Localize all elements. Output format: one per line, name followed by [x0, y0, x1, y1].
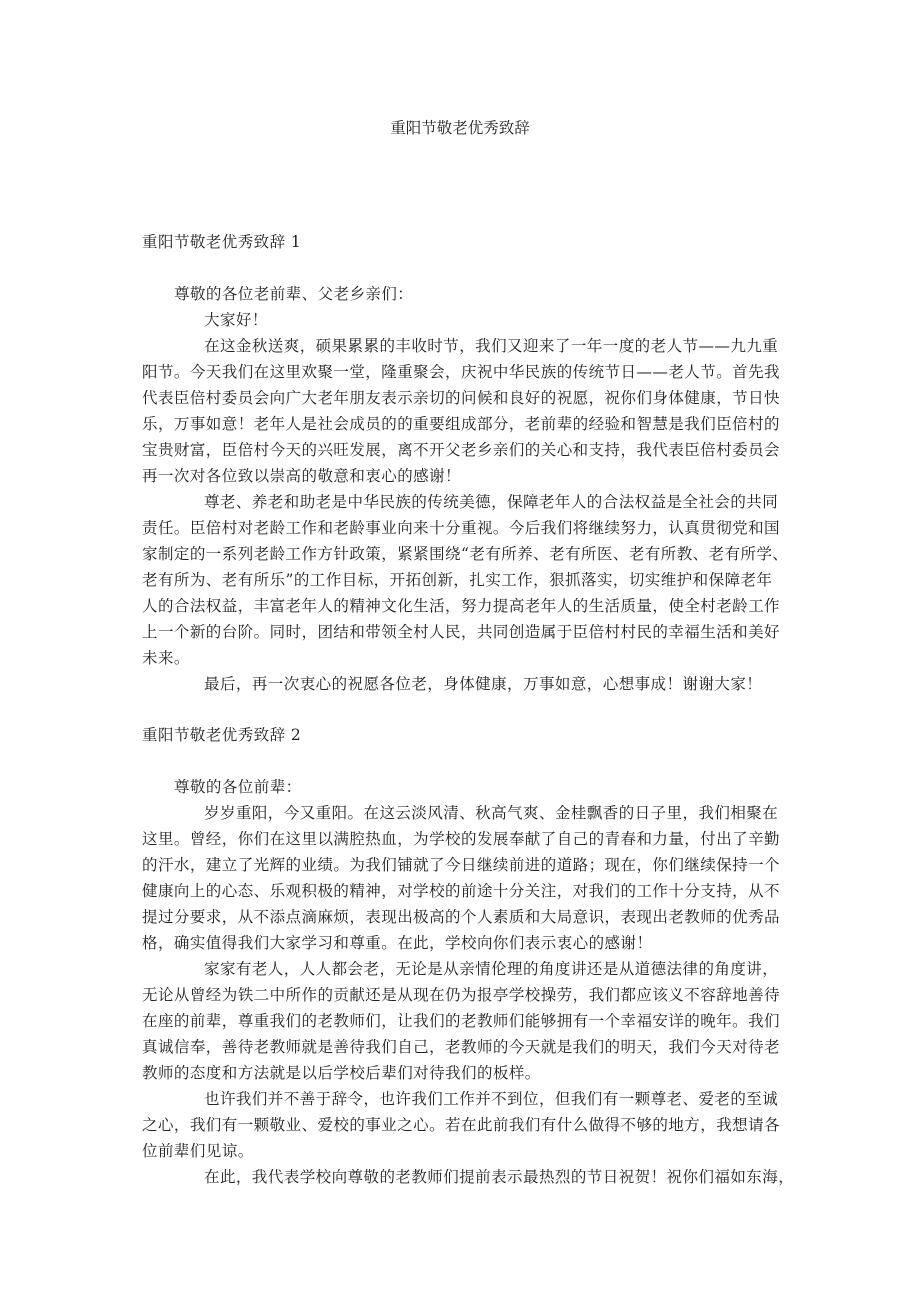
paragraph-line: 位前辈们见谅。 [142, 1142, 254, 1160]
paragraph-line: 乐，万事如意！老年人是社会成员的的重要组成部分，老前辈的经验和智慧是我们臣倍村的 [142, 415, 781, 433]
paragraph-line: 这里。曾经，你们在这里以满腔热血，为学校的发展奉献了自己的青春和力量，付出了辛勤 [142, 830, 781, 848]
paragraph-line: 在此，我代表学校向尊敬的老教师们提前表示最热烈的节日祝贺！祝你们福如东海， [204, 1168, 795, 1186]
paragraph-line: 家家有老人，人人都会老，无论是从亲情伦理的角度讲还是从道德法律的角度讲， [204, 960, 779, 978]
paragraph-line: 人的合法权益，丰富老年人的精神文化生活，努力提高老年人的生活质量，使全村老龄工作 [142, 597, 781, 615]
paragraph-line: 大家好！ [204, 311, 268, 329]
paragraph-line: 在这金秋送爽，硕果累累的丰收时节，我们又迎来了一年一度的老人节——九九重 [204, 337, 779, 355]
paragraph-line: 提过分要求，从不添点滴麻烦，表现出极高的个人素质和大局意识，表现出老教师的优秀品 [142, 908, 781, 926]
paragraph-line: 真诚信奉，善待老教师就是善待我们自己，老教师的今天就是我们的明天，我们今天对待老 [142, 1038, 781, 1056]
paragraph-line: 的汗水，建立了光辉的业绩。为我们铺就了今日继续前进的道路；现在，你们继续保持一个 [142, 856, 781, 874]
paragraph-line: 在座的前辈，尊重我们的老教师们，让我们的老教师们能够拥有一个幸福安详的晚年。我们 [142, 1012, 781, 1030]
paragraph-line: 上一个新的台阶。同时，团结和带领全村人民，共同创造属于臣倍村村民的幸福生活和美好 [142, 623, 781, 641]
paragraph-line: 未来。 [142, 649, 190, 667]
salutation: 尊敬的各位老前辈、父老乡亲们： [174, 285, 414, 303]
paragraph-line: 之心，我们有一颗敬业、爱校的事业之心。若在此前我们有什么做得不够的地方，我想请各 [142, 1116, 781, 1134]
paragraph-line: 尊老、养老和助老是中华民族的传统美德，保障老年人的合法权益是全社会的共同 [204, 493, 779, 511]
paragraph-line: 宝贵财富，臣倍村今天的兴旺发展，离不开父老乡亲们的关心和支持，我代表臣倍村委员会 [142, 441, 781, 459]
section-1 [142, 229, 797, 697]
paragraph-line: 最后，再一次衷心的祝愿各位老，身体健康，万事如意，心想事成！谢谢大家！ [204, 675, 763, 693]
salutation: 尊敬的各位前辈： [174, 778, 302, 796]
document-title: 重阳节敬老优秀致辞 [390, 119, 530, 137]
paragraph-line: 阳节。今天我们在这里欢聚一堂，隆重聚会，庆祝中华民族的传统节日——老人节。首先我 [142, 363, 781, 381]
paragraph-line: 老有所为、老有所乐”的工作目标，开拓创新，扎实工作，狠抓落实，切实维护和保障老年 [142, 571, 773, 589]
paragraph-line: 岁岁重阳，今又重阳。在这云淡风清、秋高气爽、金桂飘香的日子里，我们相聚在 [204, 804, 779, 822]
paragraph-line: 责任。臣倍村对老龄工作和老龄事业向来十分重视。今后我们将继续努力，认真贯彻党和国 [142, 519, 781, 537]
paragraph-line: 格，确实值得我们大家学习和尊重。在此，学校向你们表示衷心的感谢！ [142, 934, 653, 952]
paragraph-line: 无论从曾经为铁二中所作的贡献还是从现在仍为报亭学校操劳，我们都应该义不容辞地善待 [142, 986, 781, 1004]
section-heading: 重阳节敬老优秀致辞 2 [142, 726, 302, 744]
paragraph-line: 健康向上的心态、乐观积极的精神，对学校的前途十分关注，对我们的工作十分支持，从不 [142, 882, 781, 900]
section-2 [142, 722, 797, 1190]
paragraph-line: 教师的态度和方法就是以后学校后辈们对待我们的板样。 [142, 1064, 541, 1082]
paragraph-line: 再一次对各位致以崇高的敬意和衷心的感谢！ [142, 467, 462, 485]
paragraph-line: 代表臣倍村委员会向广大老年朋友表示亲切的问候和良好的祝愿，祝你们身体健康，节日快 [142, 389, 781, 407]
section-heading: 重阳节敬老优秀致辞 1 [142, 233, 302, 251]
paragraph-line: 也许我们并不善于辞令，也许我们工作并不到位，但我们有一颗尊老、爱老的至诚 [204, 1090, 779, 1108]
paragraph-line: 家制定的一系列老龄工作方针政策，紧紧围绕“老有所养、老有所医、老有所教、老有所学、 [142, 545, 789, 563]
